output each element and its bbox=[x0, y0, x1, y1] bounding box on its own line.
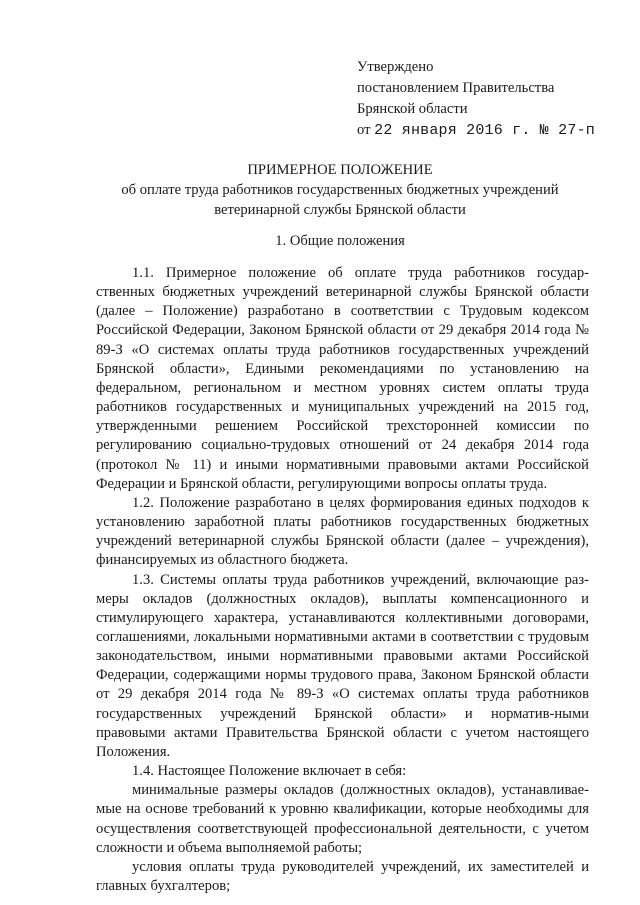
approval-date-prefix: от bbox=[357, 122, 371, 138]
approval-stamp bbox=[357, 57, 595, 141]
paragraph-list-item-2: условия оплаты труда руководителей учреждений, их заместителей и главных бухгалтеров; bbox=[96, 858, 589, 894]
document-body bbox=[96, 264, 589, 896]
paragraph-1-4: 1.4. Настоящее Положение включает в себя: bbox=[132, 763, 407, 780]
section-title: 1. Общие положения bbox=[275, 233, 405, 249]
paragraph-list-item-1: минимальные размеры окладов (должностных окладов), устанавливае-мые на основе требований к уровню квалификации, которые необходимы для осуществления соответствующей профессиональной деятельности, с учетом сложности и объема выполняемой работы; bbox=[96, 782, 589, 856]
paragraph-1-1: 1.1. Примерное положение об оплате труда работников государ-ственных бюджетных учреждений ветеринарной службы Брянской области (далее – Положение) разработано в соответствии с Трудовым кодексом Российской Федерации, Законом Брянской области от 29 декабря 2014 года № 89-З «О системах оплаты труда работников государственных учреждений Брянской области», Едиными рекомендациями по установлению на федеральном, региональном и местном уровнях систем оплаты труда работников государственных и муниципальных учреждений на 2015 год, утвержденными решением Российской трехсторонней комиссии по регулированию социально-трудовых отношений от 24 декабря 2014 года (протокол № 11) и иными нормативными правовыми актами Российской Федерации и Брянской области, регулирующими вопросы оплаты труда. bbox=[96, 265, 589, 492]
approval-date-value: 22 января 2016 г. № 27-п bbox=[374, 122, 595, 139]
approval-line-region: Брянской области bbox=[357, 101, 468, 117]
approval-line-approved: Утверждено bbox=[357, 59, 434, 75]
paragraph-1-2: 1.2. Положение разработано в целях формирования единых подходов к установлению заработной платы работников государственных бюджетных учреждений ветеринарной службы Брянской области (далее – учреждения), финансируемых из областного бюджета. bbox=[96, 494, 589, 569]
paragraph-1-3: 1.3. Системы оплаты труда работников учреждений, включающие раз-меры окладов (должностных окладов), выплаты компенсационного и стимулирующего характера, устанавливаются коллективными договорами, соглашениями, локальными нормативными актами в соответствии с трудовым законодательством, иными нормативными правовыми актами Российской Федерации, содержащими нормы трудового права, Законом Брянской области от 29 декабря 2014 года № 89-З «О системах оплаты труда работников государственных учреждений Брянской области» и норматив-ными правовыми актами Правительства Брянской области с учетом настоящего Положения. bbox=[96, 571, 589, 760]
document-subtitle-line2: ветеринарной службы Брянской области bbox=[214, 202, 466, 218]
approval-date-line bbox=[357, 120, 595, 141]
document-heading: ПРИМЕРНОЕ ПОЛОЖЕНИЕ bbox=[247, 162, 433, 178]
document-title bbox=[40, 160, 640, 220]
document-subtitle-line1: об оплате труда работников государственных бюджетных учреждений bbox=[121, 182, 559, 198]
approval-line-resolution: постановлением Правительства bbox=[357, 80, 555, 96]
